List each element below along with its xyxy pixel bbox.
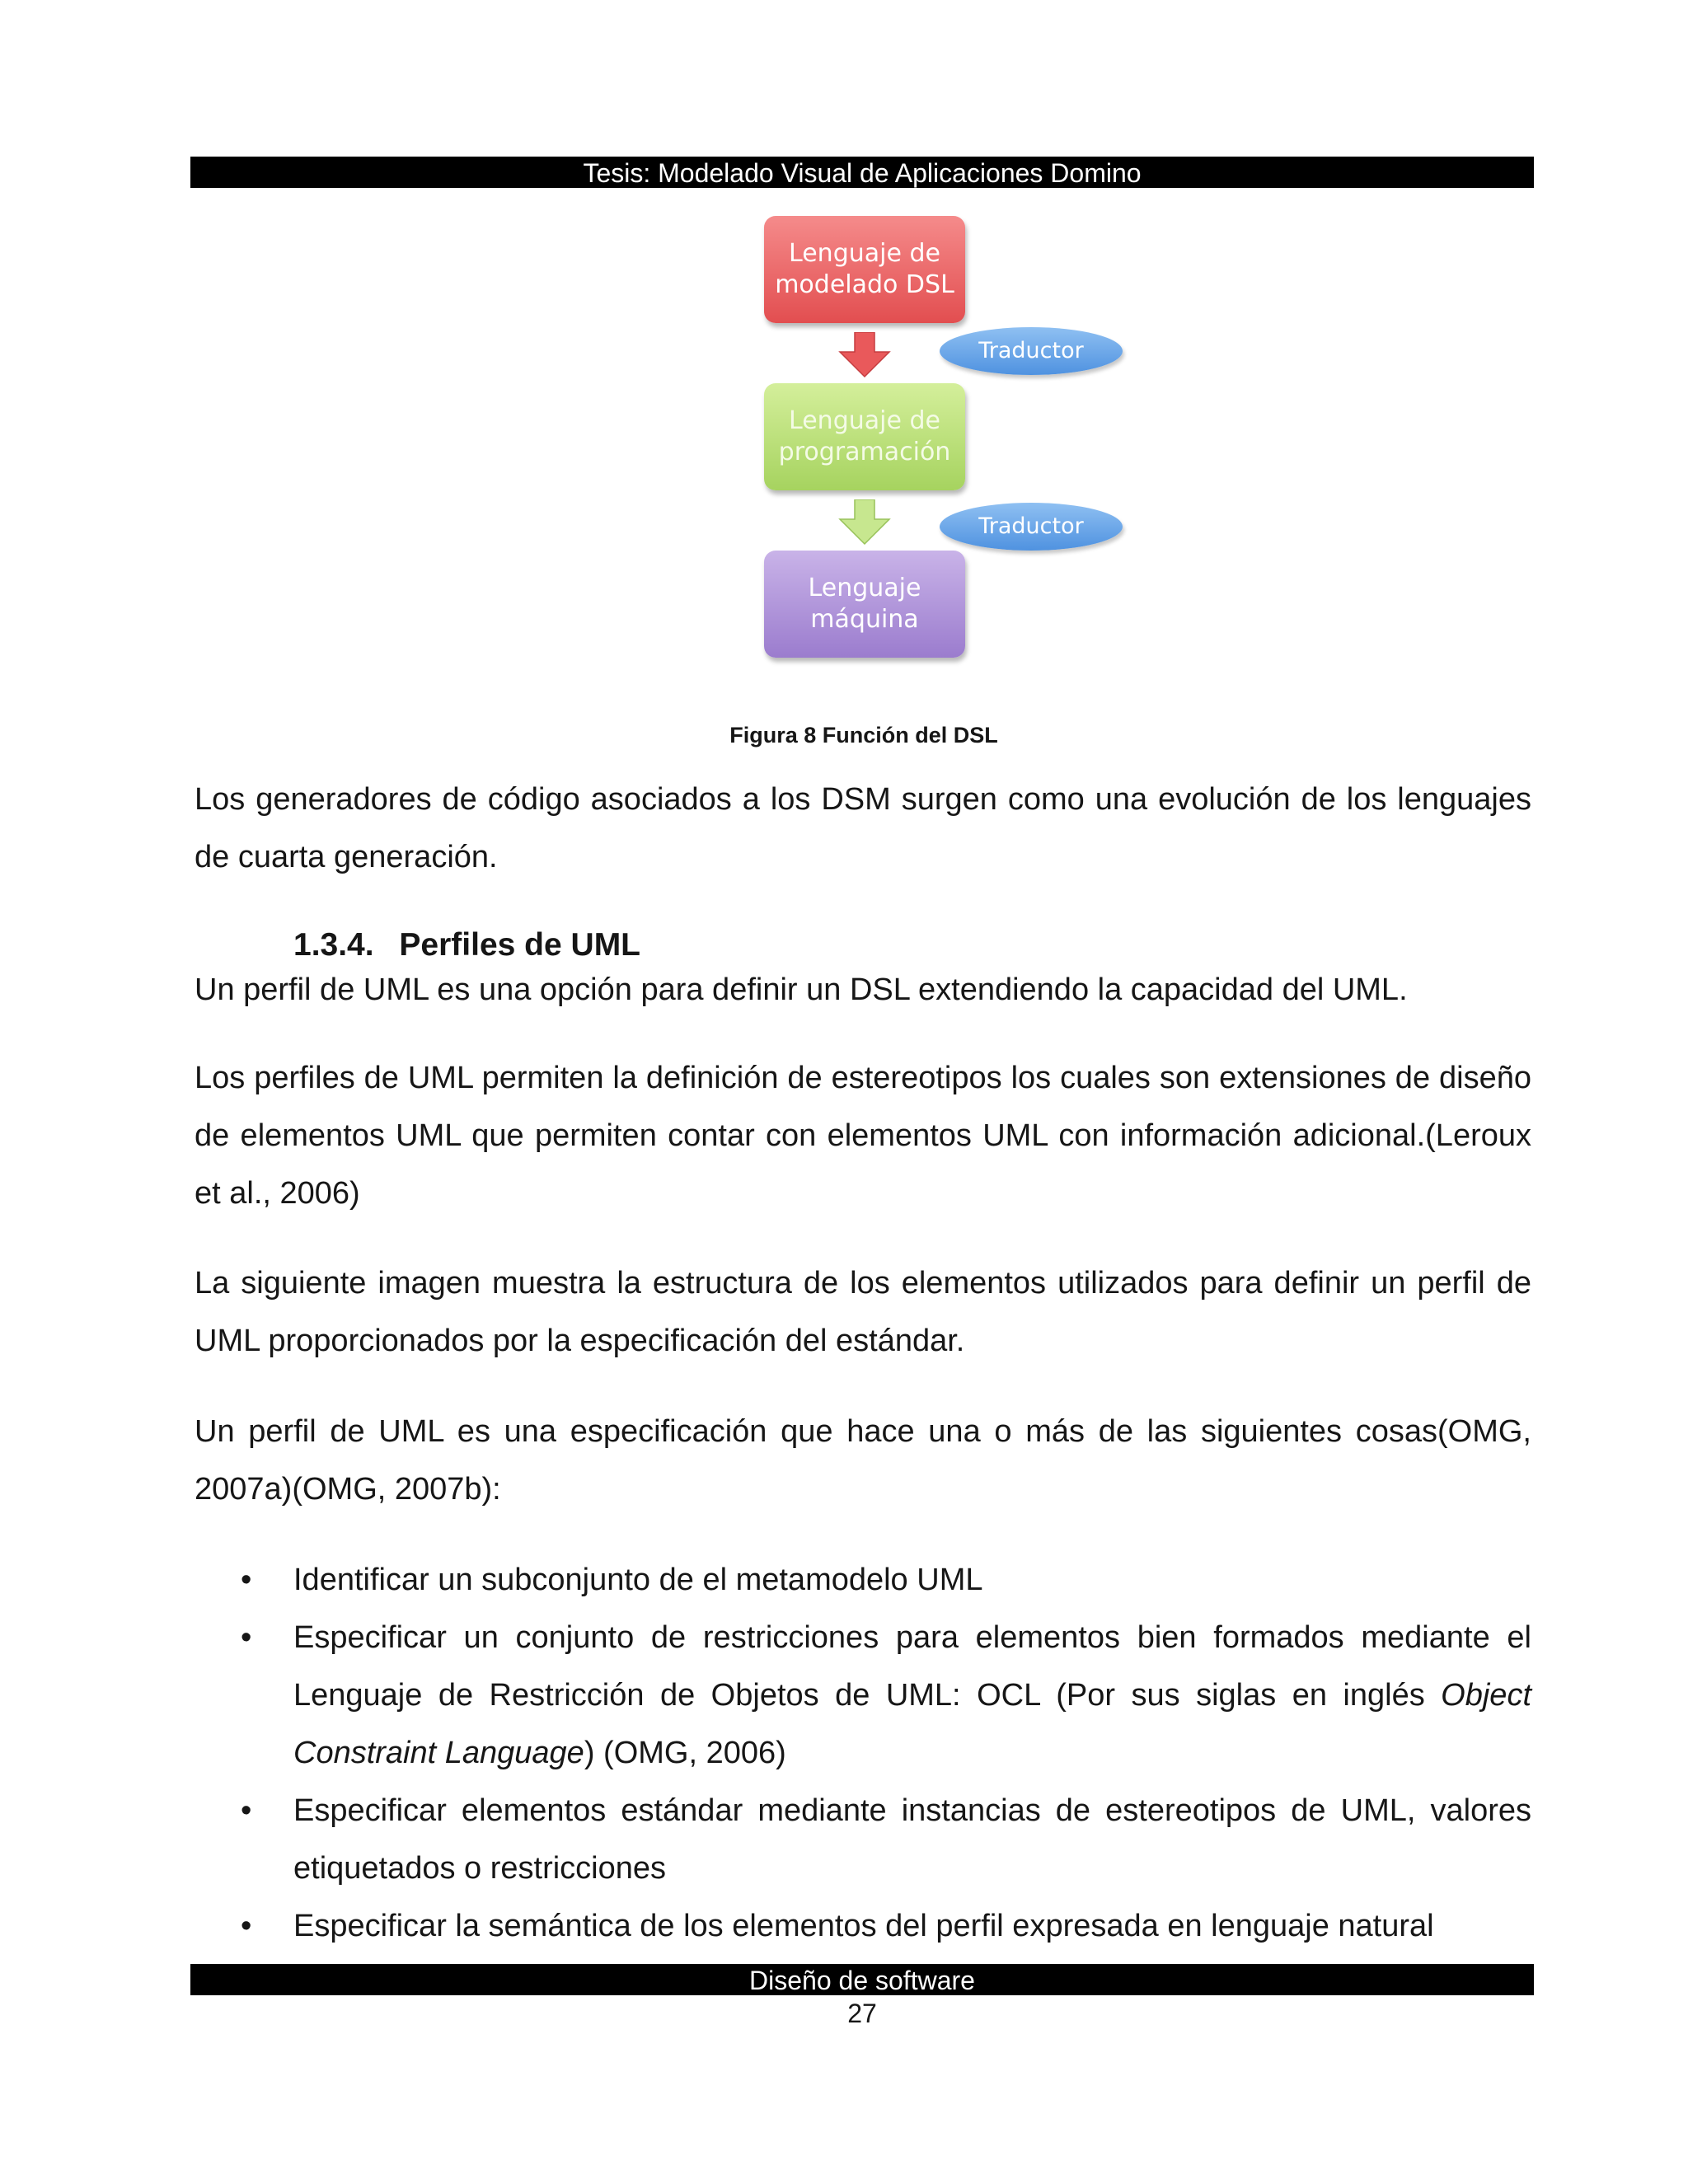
list-item xyxy=(195,1551,1531,1609)
list-item-text: Especificar un conjunto de restricciones para elementos bien formados mediante el Lenguaje de Restricción de Objetos de UML: OCL (Por sus siglas en inglés xyxy=(293,1620,1531,1713)
section-title: Perfiles de UML xyxy=(399,927,640,963)
paragraph: Los perfiles de UML permiten la definición de estereotipos los cuales son extensiones de diseño de elementos UML que permiten contar con elementos UML con información adicional.(Leroux et al., 2006) xyxy=(195,1061,1531,1211)
paragraph: La siguiente imagen muestra la estructura de los elementos utilizados para definir un perfil de UML proporcionados por la especificación del estándar. xyxy=(195,1266,1531,1358)
bullet-icon: • xyxy=(241,1620,252,1655)
bullet-list xyxy=(195,1551,1531,1955)
box-label-line2: modelado DSL xyxy=(775,270,954,299)
translator-label: Traductor xyxy=(978,513,1084,539)
bullet-icon: • xyxy=(241,1563,252,1597)
box-label-line1: Lenguaje xyxy=(808,574,921,602)
list-item xyxy=(195,1609,1531,1782)
bullet-icon: • xyxy=(241,1909,252,1943)
box-machine-language xyxy=(764,551,965,658)
paragraph: Los generadores de código asociados a los DSM surgen como una evolución de los lenguajes de cuarta generación. xyxy=(195,782,1531,874)
header-title: Tesis: Modelado Visual de Aplicaciones Domino xyxy=(583,158,1142,188)
box-label-line1: Lenguaje de xyxy=(789,406,940,435)
page-footer xyxy=(190,1964,1534,1995)
box-label-line2: máquina xyxy=(810,605,919,634)
down-arrow-icon xyxy=(838,332,891,378)
figure-caption: Figura 8 Función del DSL xyxy=(729,723,998,748)
bullet-icon: • xyxy=(241,1793,252,1828)
list-item xyxy=(195,1782,1531,1897)
paragraph: Un perfil de UML es una opción para definir un DSL extendiendo la capacidad del UML. xyxy=(195,972,1408,1007)
footer-title: Diseño de software xyxy=(749,1966,975,1995)
section-number: 1.3.4. xyxy=(293,927,374,963)
list-item-text: Especificar la semántica de los elementos del perfil expresada en lenguaje natural xyxy=(293,1909,1434,1943)
paragraph: Un perfil de UML es una especificación que hace una o más de las siguientes cosas(OMG, 2007a)(OMG, 2007b): xyxy=(195,1414,1531,1507)
translator-oval xyxy=(940,503,1123,551)
list-item-text: ) (OMG, 2006) xyxy=(584,1736,786,1770)
list-item xyxy=(195,1897,1531,1955)
box-programming-language xyxy=(764,383,965,490)
box-label-line1: Lenguaje de xyxy=(789,239,940,268)
translator-label: Traductor xyxy=(978,338,1084,363)
list-item-text: Identificar un subconjunto de el metamodelo UML xyxy=(293,1563,983,1597)
translator-oval xyxy=(940,327,1123,375)
dsl-function-diagram xyxy=(0,0,1688,676)
section-heading xyxy=(293,925,640,966)
page-number: 27 xyxy=(847,1999,877,2028)
down-arrow-icon xyxy=(838,499,891,546)
list-item-text: Especificar elementos estándar mediante instancias de estereotipos de UML, valores etiquetados o restricciones xyxy=(293,1793,1531,1886)
box-label-line2: programación xyxy=(778,438,951,466)
box-dsl-modeling-language xyxy=(764,216,965,323)
italic-term: Object Constraint Language xyxy=(293,1678,1531,1770)
